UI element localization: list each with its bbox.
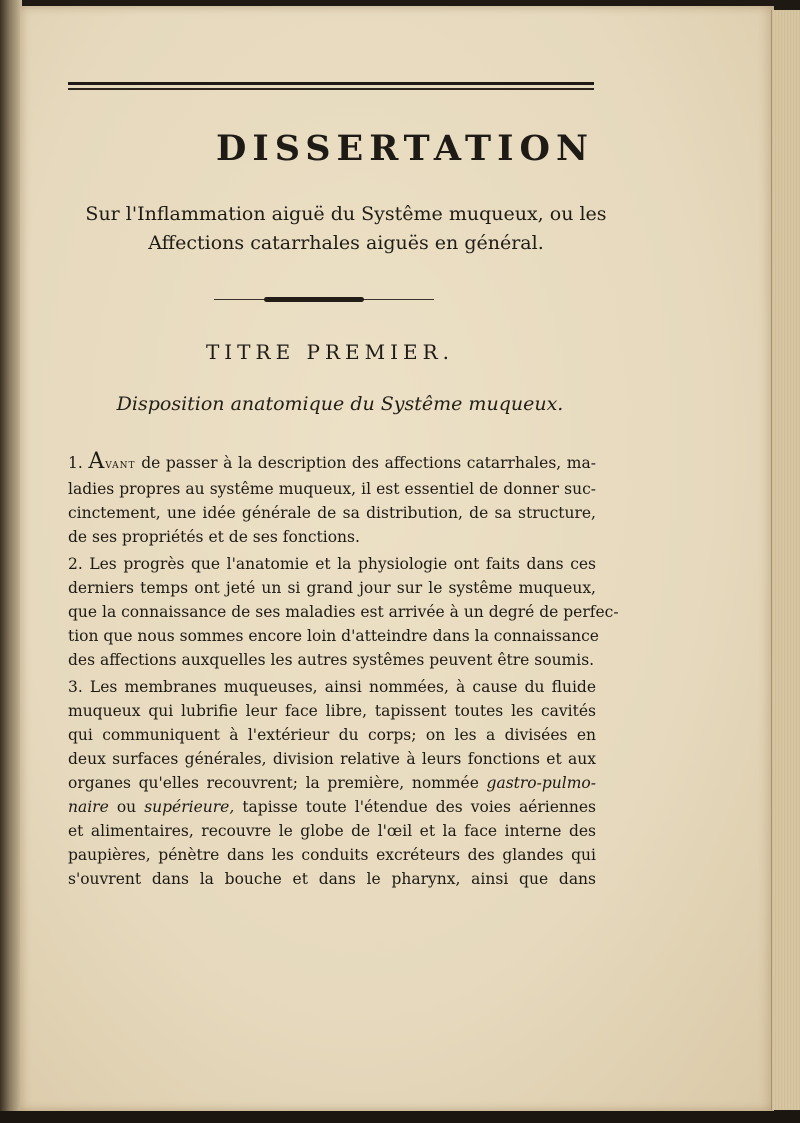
document-subtitle xyxy=(66,200,626,258)
ornamental-rule xyxy=(214,296,434,303)
text-line: muqueux qui lubrifie leur face libre, tapissent toutes les cavités xyxy=(68,702,596,720)
text-line: et alimentaires, recouvre le globe de l'œil et la face interne des xyxy=(68,822,596,840)
paragraph-3 xyxy=(68,675,596,891)
drop-cap: A xyxy=(88,449,106,474)
small-caps-word: vant xyxy=(105,457,136,472)
text-line: 3. Les membranes muqueuses, ainsi nommées, à cause du fluide xyxy=(68,678,596,696)
paragraph-1: 1. Avant de passer à la description des affections catarrhales, ma- ladies propres au systême muqueux, il est essentiel de donner suc- cinctement, une idée générale de sa distribution, de sa structure, de ses propriétés et de ses fonctions. xyxy=(68,450,596,549)
page-stack-edge xyxy=(771,10,800,1110)
text-line: cinctement, une idée générale de sa distribution, de sa structure, xyxy=(68,504,596,522)
document-title: DISSERTATION xyxy=(216,128,594,169)
paragraph-number: 1. xyxy=(68,454,83,472)
subtitle-line-1: Sur l'Inflammation aiguë du Systême muqueux, ou les xyxy=(85,203,607,225)
text-line: 2. Les progrès que l'anatomie et la physiologie ont faits dans ces xyxy=(68,555,596,573)
text-line: de ses propriétés et de ses fonctions. xyxy=(68,528,360,546)
text-line: ladies propres au systême muqueux, il est essentiel de donner suc- xyxy=(68,480,596,498)
text-line: organes qu'elles recouvrent; la première, nommée gastro-pulmo- xyxy=(68,774,596,792)
header-rule xyxy=(68,82,594,90)
subtitle-line-2: Affections catarrhales aiguës en général. xyxy=(148,232,544,254)
text-line: deux surfaces générales, division relative à leurs fonctions et aux xyxy=(68,750,596,768)
bottom-shadow xyxy=(0,1111,800,1123)
section-title: TITRE PREMIER. xyxy=(205,340,455,364)
text-line: paupières, pénètre dans les conduits excréteurs des glandes qui xyxy=(68,846,596,864)
text-line: naire ou supérieure, tapisse toute l'étendue des voies aériennes xyxy=(68,798,596,816)
text-line: tion que nous sommes encore loin d'atteindre dans la connaissance xyxy=(68,627,599,645)
body-text xyxy=(68,449,619,894)
section-subtitle: Disposition anatomique du Systême muqueux. xyxy=(116,393,564,415)
text-line: des affections auxquelles les autres systêmes peuvent être soumis. xyxy=(68,651,595,669)
paragraph-2 xyxy=(68,552,619,672)
text-line: que la connaissance de ses maladies est arrivée à un degré de perfec- xyxy=(68,603,619,621)
text-line: derniers temps ont jeté un si grand jour sur le systême muqueux, xyxy=(68,579,596,597)
text-line: qui communiquent à l'extérieur du corps; on les a divisées en xyxy=(68,726,596,744)
text-line: s'ouvrent dans la bouche et dans le pharynx, ainsi que dans xyxy=(68,870,596,888)
